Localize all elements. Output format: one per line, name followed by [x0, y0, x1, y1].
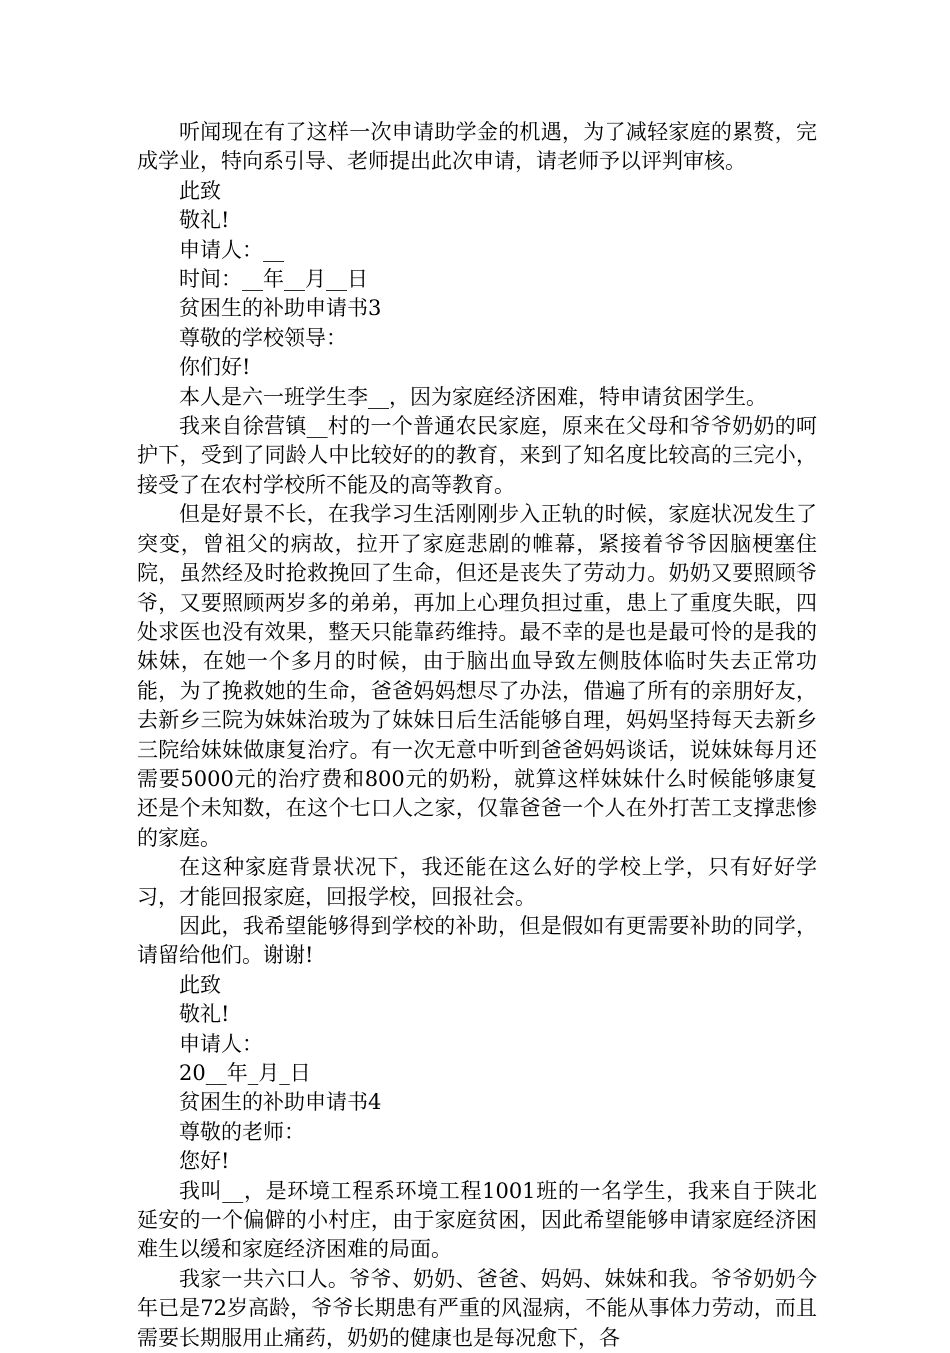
paragraph: 但是好景不长，在我学习生活刚刚步入正轨的时候，家庭状况发生了突变，曾祖父的病故，拉开了家庭悲剧的帷幕，紧接着爷爷因脑梗塞住院，虽然经及时抢救挽回了生命，但还是丧失了劳动力。奶奶又要照顾爷爷，又要照顾两岁多的弟弟，再加上心理负担过重，患上了重度失眠，四处求医也没有效果，整天只能靠药维持。最不幸的是也是最可怜的是我的妹妹，在她一个多月的时候，由于脑出血导致左侧肢体临时失去正常功能，为了挽救她的生命，爸爸妈妈想尽了办法，借遍了所有的亲朋好友，去新乡三院为妹妹治玻为了妹妹日后生活能够自理，妈妈坚持每天去新乡三院给妹妹做康复治疗。有一次无意中听到爸爸妈妈谈话，说妹妹每月还需要5000元的治疗费和800元的奶粉，就算这样妹妹什么时候能够康复还是个未知数，在这个七口人之家，仅靠爸爸一个人在外打苦工支撑悲惨的家庭。: [137, 502, 817, 850]
paragraph: 因此，我希望能够得到学校的补助，但是假如有更需要补助的同学，请留给他们。谢谢!: [137, 913, 817, 968]
closing-regards: 敬礼!: [179, 208, 230, 233]
intro-line: 本人是六一班学生李__，因为家庭经济困难，特申请贫困学生。: [179, 384, 767, 409]
paragraph: 我来自徐营镇__村的一个普通农民家庭，原来在父母和爷爷奶奶的呵护下，受到了同龄人中比较好的的教育，来到了知名度比较高的三完小，接受了在农村学校所不能及的高等教育。: [137, 414, 817, 497]
applicant-line: 申请人：__: [179, 237, 284, 262]
section-title: 贫困生的补助申请书3: [179, 296, 382, 321]
paragraph: 我家一共六口人。爷爷、奶奶、爸爸、妈妈、妹妹和我。爷爷奶奶今年已是72岁高龄，爷爷长期患有严重的风湿病，不能从事体力劳动，而且需要长期服用止痛药，奶奶的健康也是每况愈下，各: [137, 1266, 817, 1350]
paragraph: 听闻现在有了这样一次申请助学金的机遇，为了减轻家庭的累赘，完成学业，特向系引导、老师提出此次申请，请老师予以评判审核。: [137, 120, 817, 174]
applicant-line: 申请人：: [179, 1031, 263, 1056]
paragraph: 我叫__，是环境工程系环境工程1001班的一名学生，我来自于陕北延安的一个偏僻的小村庄，由于家庭贫困，因此希望能够申请家庭经济困难生以缓和家庭经济困难的局面。: [137, 1178, 817, 1262]
document-page: [137, 118, 817, 1353]
greeting: 你们好!: [179, 355, 251, 380]
date-line: 时间：__年__月__日: [179, 267, 368, 292]
closing-salutation: 此致: [179, 972, 221, 997]
section-title: 贫困生的补助申请书4: [179, 1090, 382, 1115]
greeting: 您好!: [179, 1149, 230, 1174]
greeting-addressee: 尊敬的学校领导：: [179, 325, 347, 350]
closing-salutation: 此致: [179, 178, 221, 203]
greeting-addressee: 尊敬的老师：: [179, 1119, 305, 1144]
closing-regards: 敬礼!: [179, 1002, 230, 1027]
date-line: 20__年_月_日: [179, 1061, 311, 1085]
paragraph: 在这种家庭背景状况下，我还能在这么好的学校上学，只有好好学习，才能回报家庭，回报学校，回报社会。: [137, 855, 817, 909]
